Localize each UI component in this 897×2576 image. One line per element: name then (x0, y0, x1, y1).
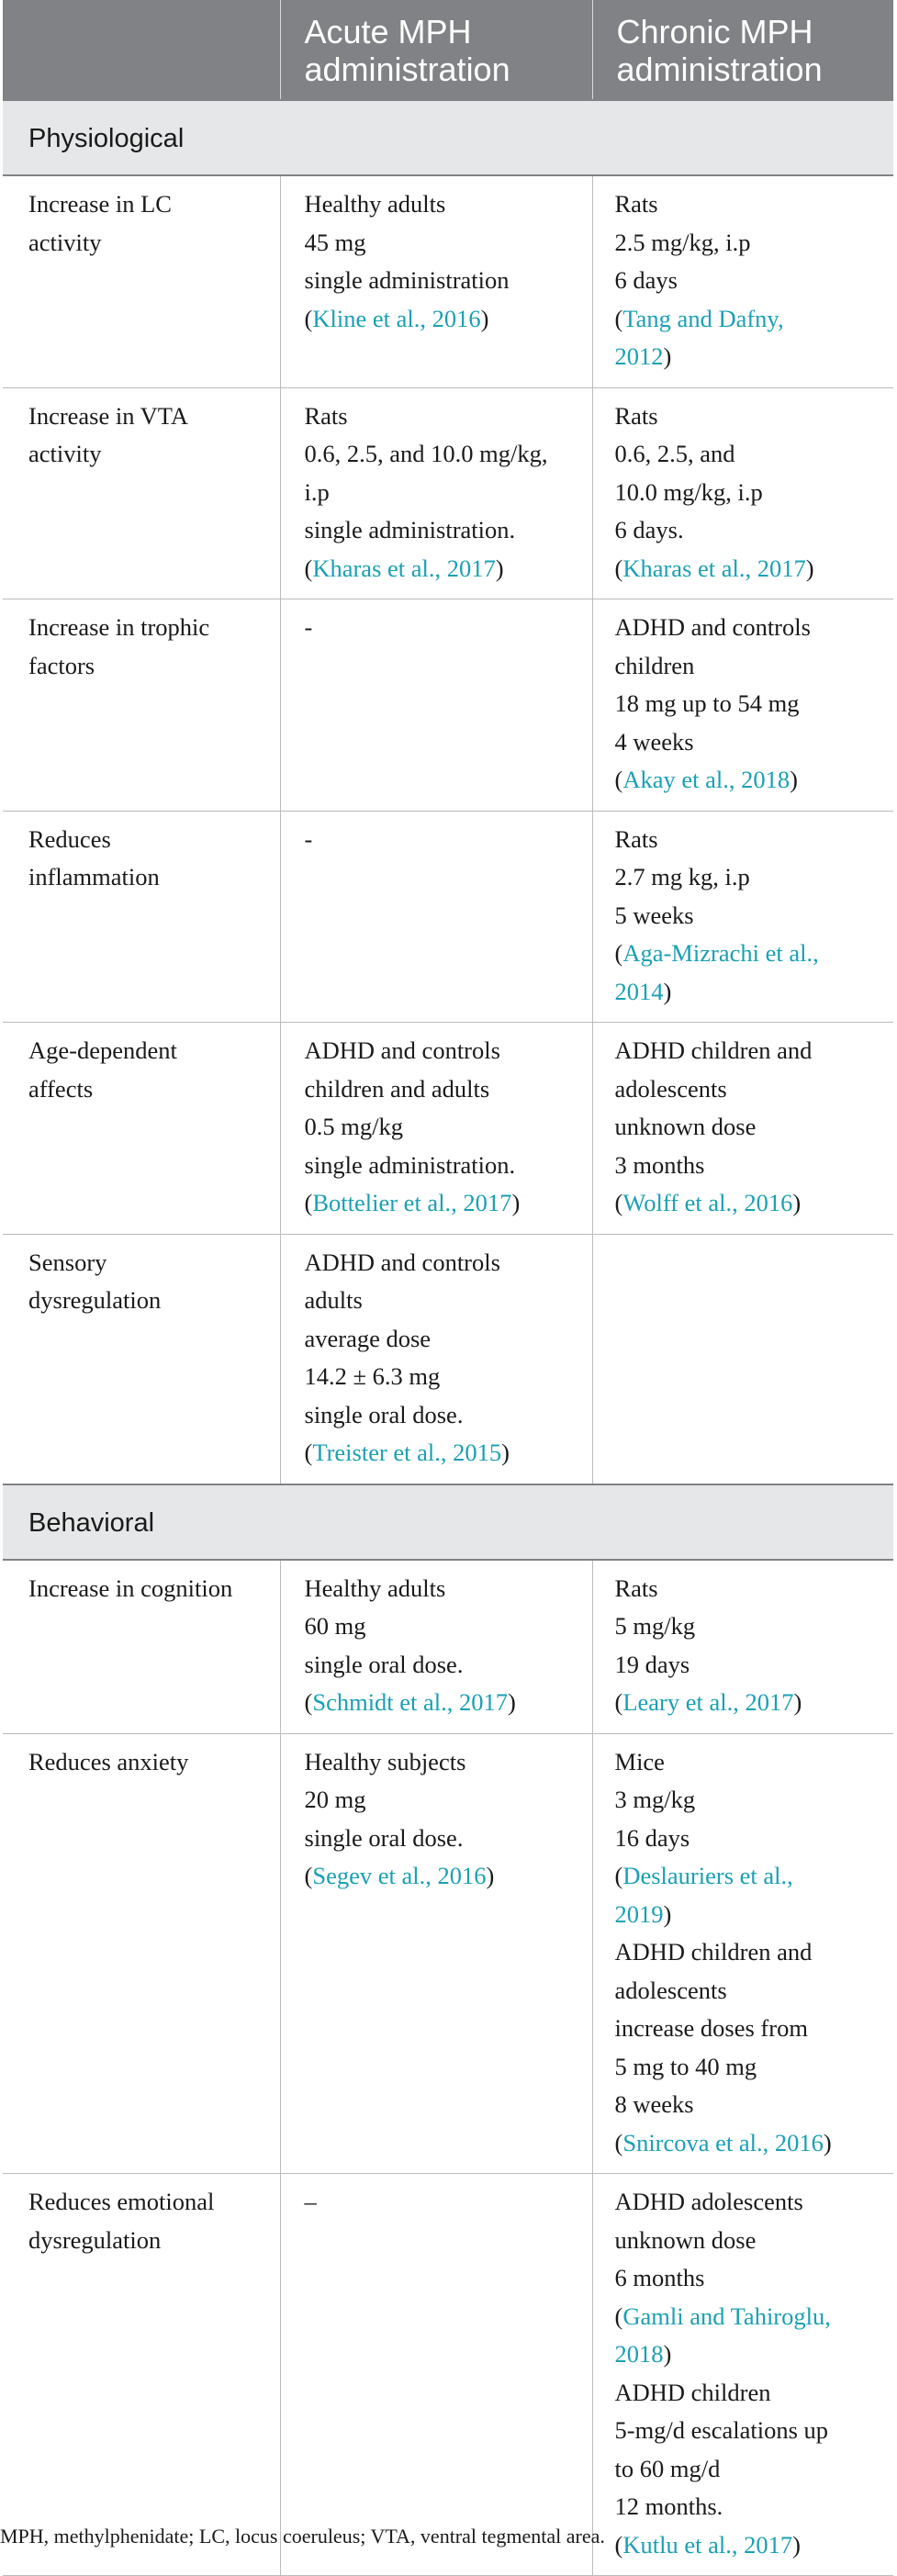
citation-link[interactable]: Kharas et al., 2017 (622, 554, 806, 582)
effect-label-line: Reduces anxiety (28, 1747, 189, 1775)
table-footnote: MPH, methylphenidate; LC, locus coeruleus; VTA, ventral tegmental area. (0, 2525, 605, 2548)
header-chronic (592, 0, 893, 100)
citation-line (305, 550, 576, 588)
cell-text-line: Healthy subjects (304, 1747, 466, 1775)
effect-label-line: activity (28, 440, 102, 467)
cell-text-line: 6 days. (614, 516, 684, 543)
citation-line (305, 300, 576, 339)
citation-prefix: ( (304, 1439, 313, 1466)
acute-cell (280, 175, 592, 387)
citation-line (615, 935, 878, 973)
citation-prefix: ( (614, 2302, 623, 2330)
cell-text-line: ADHD and controls (304, 1036, 500, 1064)
effect-label-line: Increase in cognition (28, 1574, 233, 1602)
chronic-cell (592, 387, 893, 599)
citation-prefix: ( (614, 2128, 623, 2156)
cell-text-line: children (614, 651, 695, 679)
mph-effects-table (3, 0, 893, 2576)
effect-label-line: Reduces emotional (28, 2188, 215, 2215)
citation-link[interactable]: Segev et al., 2016 (312, 1862, 487, 1889)
effect-cell (3, 387, 280, 599)
cell-text-line: to 60 mg/d (614, 2454, 721, 2482)
cell-text-line: 12 months. (614, 2492, 723, 2520)
citation-prefix: ( (614, 554, 623, 582)
citation-suffix: ) (663, 977, 672, 1005)
citation-line (305, 1184, 576, 1223)
cell-text-line: 45 mg (304, 228, 366, 256)
chronic-cell (592, 1023, 893, 1235)
cell-text-line: Rats (614, 190, 658, 218)
effect-label-line: Reduces (28, 824, 111, 853)
citation-line (305, 1857, 576, 1896)
cell-text-line: 2.5 mg/kg, i.p (614, 228, 751, 256)
citation-suffix: ) (823, 2128, 832, 2156)
citation-link[interactable]: Wolff et al., 2016 (622, 1189, 793, 1216)
chronic-cell (592, 811, 893, 1023)
cell-text-line: ADHD children (614, 2378, 771, 2406)
citation-link[interactable]: Kline et al., 2016 (312, 304, 481, 332)
header-acute-line: administration (304, 50, 510, 88)
table-row (3, 1560, 893, 1734)
cell-text-line: 20 mg (304, 1786, 366, 1813)
section-header-row (3, 1484, 893, 1560)
cell-text-line: Healthy adults (304, 190, 446, 218)
citation-link[interactable]: Tang and Dafny, (622, 304, 784, 332)
cell-text-line: - (304, 824, 313, 853)
citation-link[interactable]: Deslauriers et al., (622, 1862, 793, 1889)
cell-text-line: single oral dose. (304, 1823, 464, 1852)
citation-line (615, 550, 878, 588)
cell-text-line: Rats (614, 401, 658, 430)
citation-line (615, 2335, 878, 2374)
table-row (3, 1234, 893, 1484)
cell-text-line: - (304, 613, 313, 641)
cell-text-line: children and adults (304, 1074, 490, 1103)
header-acute (280, 0, 592, 100)
citation-link[interactable]: Gamli and Tahiroglu, (622, 2302, 831, 2330)
citation-line (305, 1434, 576, 1473)
table-header-row (3, 0, 893, 100)
chronic-cell (592, 2174, 893, 2576)
cell-text-line: Rats (614, 824, 658, 853)
citation-line (615, 2124, 878, 2163)
citation-line (615, 300, 878, 339)
citation-prefix: ( (304, 554, 313, 582)
citation-prefix: ( (614, 766, 623, 793)
effect-cell (3, 811, 280, 1023)
citation-link[interactable]: Snircova et al., 2016 (622, 2128, 824, 2156)
acute-cell (280, 1733, 592, 2174)
cell-text-line: Healthy adults (304, 1574, 446, 1602)
table-row (3, 599, 893, 812)
cell-text-line: i.p (304, 477, 330, 506)
citation-suffix: ) (495, 554, 504, 582)
citation-suffix: ) (663, 1899, 672, 1928)
cell-text-line: single administration. (304, 516, 516, 543)
chronic-cell (592, 175, 893, 387)
citation-suffix: ) (792, 1189, 802, 1216)
citation-suffix: ) (511, 1189, 521, 1216)
citation-prefix: ( (614, 1688, 623, 1716)
citation-link[interactable]: Kharas et al., 2017 (312, 554, 496, 582)
section-header-row (3, 100, 893, 175)
citation-suffix: ) (501, 1439, 510, 1466)
citation-prefix: ( (614, 2530, 623, 2559)
cell-text-line: adults (304, 1286, 363, 1314)
citation-prefix: ( (304, 1189, 313, 1216)
citation-link[interactable]: 2019 (614, 1899, 664, 1928)
cell-text-line: Rats (304, 401, 348, 430)
cell-text-line: – (304, 2188, 317, 2215)
cell-text-line: single administration. (304, 1150, 516, 1179)
citation-link[interactable]: 2014 (614, 977, 664, 1005)
acute-cell (280, 1234, 592, 1484)
cell-text-line: 19 days (614, 1650, 690, 1678)
cell-text-line: single administration (304, 266, 510, 294)
cell-text-line: ADHD children and (614, 1036, 813, 1064)
table-row (3, 811, 893, 1023)
table-body (3, 100, 893, 2576)
cell-text-line: 0.6, 2.5, and 10.0 mg/kg, (304, 440, 548, 467)
acute-cell (280, 599, 592, 812)
header-chronic-line: administration (616, 50, 823, 88)
citation-link[interactable]: Akay et al., 2018 (622, 766, 790, 793)
table-row (3, 1023, 893, 1235)
cell-text-line: unknown dose (614, 2225, 757, 2254)
citation-line (615, 1857, 878, 1896)
citation-line (305, 1684, 576, 1722)
cell-text-line: 4 weeks (614, 727, 694, 756)
acute-cell (280, 1023, 592, 1235)
cell-text-line: 6 months (614, 2264, 705, 2291)
effect-label-line: dysregulation (28, 1286, 162, 1314)
cell-text-line: ADHD and controls (304, 1248, 500, 1276)
citation-line (615, 1684, 878, 1722)
citation-line (615, 1896, 878, 1934)
citation-prefix: ( (614, 939, 623, 967)
cell-text-line: 5 mg to 40 mg (614, 2052, 757, 2080)
effect-cell (3, 175, 280, 387)
cell-text-line: 5-mg/d escalations up (614, 2416, 829, 2444)
citation-line (615, 761, 878, 800)
table-row (3, 387, 893, 599)
citation-line (615, 2526, 878, 2565)
citation-prefix: ( (614, 304, 623, 332)
cell-text-line: 3 mg/kg (614, 1786, 696, 1813)
section-title: Physiological (3, 100, 893, 175)
citation-line (615, 2298, 878, 2336)
header-effect (3, 0, 280, 100)
citation-link[interactable]: Leary et al., 2017 (622, 1688, 794, 1716)
chronic-cell (592, 599, 893, 812)
cell-text-line: 0.6, 2.5, and (614, 440, 735, 467)
citation-link[interactable]: 2018 (614, 2340, 664, 2368)
acute-cell (280, 811, 592, 1023)
cell-text-line: 18 mg up to 54 mg (614, 689, 800, 717)
cell-text-line: ADHD and controls (614, 613, 811, 641)
cell-text-line: 5 mg/kg (614, 1612, 696, 1640)
cell-text-line: adolescents (614, 1074, 727, 1103)
cell-text-line: adolescents (614, 1976, 727, 2004)
effect-cell (3, 1023, 280, 1235)
cell-text-line: 8 weeks (614, 2090, 694, 2118)
effect-label-line: affects (28, 1074, 94, 1103)
citation-link[interactable]: 2012 (614, 342, 664, 370)
cell-text-line: 10.0 mg/kg, i.p (614, 477, 763, 506)
citation-suffix: ) (486, 1862, 495, 1889)
table-row (3, 2174, 893, 2576)
acute-cell (280, 387, 592, 599)
citation-line (615, 1184, 878, 1223)
cell-text-line: Mice (614, 1747, 665, 1775)
effect-label-line: dysregulation (28, 2225, 162, 2254)
effect-cell (3, 1560, 280, 1734)
table-row (3, 1733, 893, 2174)
citation-line (615, 973, 878, 1012)
cell-text-line: single oral dose. (304, 1650, 464, 1678)
effect-label-line: Increase in VTA (28, 401, 188, 430)
citation-suffix: ) (805, 554, 814, 582)
cell-text-line: Rats (614, 1574, 658, 1602)
cell-text-line: ADHD adolescents (614, 2188, 803, 2215)
cell-text-line: 16 days (614, 1823, 690, 1852)
effect-cell (3, 2174, 280, 2576)
citation-prefix: ( (304, 1688, 313, 1716)
table-row (3, 175, 893, 387)
citation-prefix: ( (304, 304, 313, 332)
citation-suffix: ) (663, 2340, 672, 2368)
effect-label-line: Age-dependent (28, 1036, 177, 1064)
effect-cell (3, 599, 280, 812)
effect-cell (3, 1234, 280, 1484)
cell-text-line: 2.7 mg kg, i.p (614, 863, 750, 890)
section-title: Behavioral (3, 1484, 893, 1560)
cell-text-line: 6 days (614, 266, 678, 294)
acute-cell (280, 1560, 592, 1734)
cell-text-line: 14.2 ± 6.3 mg (304, 1362, 441, 1390)
citation-suffix: ) (792, 2530, 801, 2559)
cell-text-line: average dose (304, 1324, 432, 1352)
citation-link[interactable]: Treister et al., 2015 (312, 1439, 502, 1466)
cell-text-line: unknown dose (614, 1113, 757, 1140)
cell-text-line: 60 mg (304, 1612, 366, 1640)
effect-label-line: factors (28, 651, 95, 679)
citation-prefix: ( (614, 1862, 623, 1889)
citation-suffix: ) (508, 1688, 516, 1716)
chronic-cell (592, 1733, 893, 2174)
chronic-cell (592, 1560, 893, 1734)
citation-suffix: ) (480, 304, 489, 332)
cell-text-line: 5 weeks (614, 901, 694, 929)
header-acute-line: Acute MPH (304, 13, 472, 50)
cell-text-line: ADHD children and (614, 1938, 813, 1966)
cell-text-line: 0.5 mg/kg (304, 1113, 403, 1140)
header-chronic-line: Chronic MPH (616, 13, 813, 50)
chronic-cell (592, 1234, 893, 1484)
citation-suffix: ) (790, 766, 798, 793)
cell-text-line: 3 months (614, 1150, 705, 1179)
acute-cell (280, 2174, 592, 2576)
citation-link[interactable]: Schmidt et al., 2017 (312, 1688, 509, 1716)
citation-prefix: ( (304, 1862, 313, 1889)
effect-label-line: inflammation (28, 863, 160, 890)
effect-label-line: activity (28, 228, 102, 256)
citation-prefix: ( (614, 1189, 623, 1216)
effect-label-line: Increase in trophic (28, 613, 210, 641)
citation-link[interactable]: Bottelier et al., 2017 (312, 1189, 512, 1216)
citation-link[interactable]: Kutlu et al., 2017 (622, 2530, 793, 2559)
citation-suffix: ) (663, 342, 672, 370)
citation-line (615, 338, 878, 376)
effect-label-line: Increase in LC (28, 190, 172, 218)
citation-link[interactable]: Aga-Mizrachi et al., (622, 939, 819, 967)
effect-cell (3, 1733, 280, 2174)
cell-text-line: increase doses from (614, 2014, 808, 2042)
cell-text-line: single oral dose. (304, 1400, 464, 1428)
effect-label-line: Sensory (28, 1248, 107, 1276)
citation-suffix: ) (793, 1688, 802, 1716)
